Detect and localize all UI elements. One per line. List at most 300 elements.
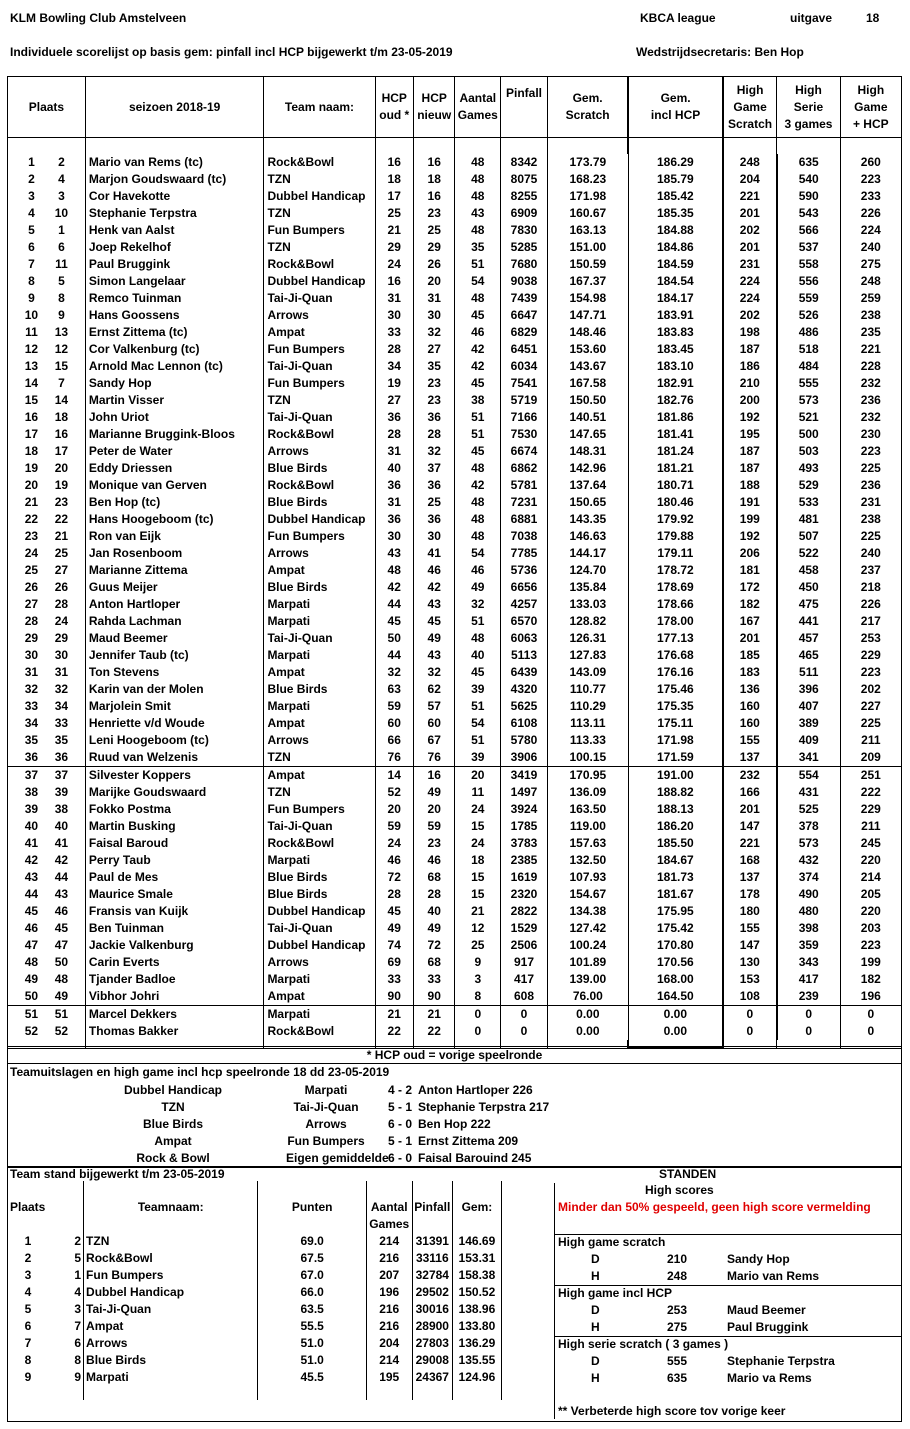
rank-previous: 43 [54,887,69,901]
team-name: Dubbel Handicap [84,1284,258,1301]
result-home-team: Ampat [154,1134,192,1148]
player-row [8,528,902,545]
hcp-nieuw: 16 [413,188,455,205]
team-rank-previous: 6 [74,1336,81,1350]
team-rank-current: 1 [24,1234,32,1248]
high-game: 168 [723,852,777,869]
rank-previous: 24 [54,614,69,628]
gem-hcp: 183.45 [628,341,722,358]
rank-previous: 1 [58,223,65,237]
high-serie: 486 [777,324,840,341]
rank-previous: 29 [54,631,69,645]
aantal-games: 15 [455,818,501,835]
hcp-oud: 24 [375,835,413,852]
high-serie: 378 [777,818,840,835]
high-game-hcp: 226 [840,205,901,222]
high-game-hcp: 205 [840,886,901,903]
high-score-player: Mario van Rems [727,1269,820,1283]
rank-previous: 9 [58,308,65,322]
hcp-oud: 36 [375,477,413,494]
player-row [8,222,902,239]
hcp-oud: 60 [375,715,413,732]
player-rank [8,886,86,903]
player-name: Eddy Driessen [85,460,264,477]
player-name: Marianne Bruggink-Bloos [85,426,264,443]
rank-current: 36 [24,750,39,764]
rank-previous: 40 [54,819,69,833]
high-game-hcp: 222 [840,784,901,801]
aantal-games: 39 [455,681,501,698]
high-score-value: 253 [667,1303,688,1317]
hcp-nieuw: 30 [413,307,455,324]
high-game-hcp: 240 [840,545,901,562]
player-rank [8,273,86,290]
high-game: 187 [723,460,777,477]
hcp-oud: 69 [375,954,413,971]
hcp-oud: 46 [375,852,413,869]
player-name: Jennifer Taub (tc) [85,647,264,664]
col-gem-hcp: Gem. incl HCP [628,77,722,138]
player-name: Faisal Baroud [85,835,264,852]
page-subtitle: Individuele scorelijst op basis gem: pinfall incl HCP bijgewerkt t/m 23-05-2019 [10,45,453,59]
hcp-nieuw: 35 [413,358,455,375]
player-rank [8,256,86,273]
player-name: Ben Tuinman [85,920,264,937]
aantal-games: 8 [455,988,501,1006]
team-games: 216 [366,1301,412,1318]
rank-current: 20 [24,478,39,492]
pinfall: 5719 [501,392,548,409]
player-row [8,290,902,307]
player-name: Hans Hoogeboom (tc) [85,511,264,528]
high-serie: 484 [777,358,840,375]
rank-current: 17 [24,427,39,441]
high-serie: 398 [777,920,840,937]
high-serie: 431 [777,784,840,801]
standing-title: Team stand bijgewerkt t/m 23-05-2019 [10,1167,225,1181]
rank-current: 43 [24,870,39,884]
high-serie: 341 [777,749,840,767]
high-game-hcp: 0 [840,1023,901,1040]
rank-current: 10 [24,308,39,322]
pinfall: 7231 [501,494,548,511]
gem-scratch: 168.23 [547,171,628,188]
high-game-hcp: 235 [840,324,901,341]
gem-scratch: 136.09 [547,784,628,801]
rank-previous: 50 [54,955,69,969]
team-rank-current: 8 [24,1353,32,1367]
high-serie: 507 [777,528,840,545]
gem-scratch: 150.59 [547,256,628,273]
hcp-oud: 74 [375,937,413,954]
player-rank [8,869,86,886]
rank-current: 25 [24,563,39,577]
rank-previous: 3 [58,189,65,203]
pinfall: 6570 [501,613,548,630]
player-team: Tai-Ji-Quan [264,290,375,307]
gem-scratch: 100.24 [547,937,628,954]
high-game-hcp: 238 [840,307,901,324]
high-game-hcp: 232 [840,409,901,426]
team-row [8,1335,555,1352]
player-team: Ampat [264,988,375,1006]
rank-current: 32 [24,682,39,696]
aantal-games: 51 [455,732,501,749]
gem-scratch: 167.58 [547,375,628,392]
aantal-games: 46 [455,324,501,341]
high-game: 202 [723,222,777,239]
team-col-punten: Punten [258,1181,366,1233]
aantal-games: 48 [455,222,501,239]
footnote: * HCP oud = vorige speelronde [366,1048,543,1062]
player-team: TZN [264,749,375,767]
team-rank [8,1318,84,1335]
rank-previous: 45 [54,921,69,935]
high-score-category: D [591,1303,600,1317]
aantal-games: 45 [455,307,501,324]
high-game-hcp: 199 [840,954,901,971]
gem-scratch: 100.15 [547,749,628,767]
rank-current: 34 [24,716,39,730]
player-rank [8,392,86,409]
player-name: Jan Rosenboom [85,545,264,562]
hcp-nieuw: 72 [413,937,455,954]
gem-hcp: 170.56 [628,954,722,971]
high-game: 221 [723,835,777,852]
rank-current: 44 [24,887,39,901]
high-serie: 540 [777,171,840,188]
high-game-hcp: 240 [840,239,901,256]
rank-previous: 31 [54,665,69,679]
player-rank [8,341,86,358]
high-game: 108 [723,988,777,1006]
player-team: Rock&Bowl [264,477,375,494]
player-team: TZN [264,171,375,188]
hcp-oud: 49 [375,920,413,937]
rank-current: 5 [28,223,35,237]
rank-current: 16 [24,410,39,424]
team-average: 153.31 [453,1250,502,1267]
rank-current: 33 [24,699,39,713]
col-hcp-oud: HCP oud * [375,77,413,138]
player-name: Cor Havekotte [85,188,264,205]
player-name: Marjolein Smit [85,698,264,715]
high-game-hcp: 221 [840,341,901,358]
player-team: Arrows [264,545,375,562]
result-away-team: Marpati [304,1083,348,1097]
hcp-nieuw: 76 [413,749,455,767]
hcp-oud: 30 [375,307,413,324]
rank-current: 26 [24,580,39,594]
high-score-value: 275 [667,1320,688,1334]
gem-scratch: 167.37 [547,273,628,290]
rank-current: 18 [24,444,39,458]
player-row [8,545,902,562]
player-team: Dubbel Handicap [264,511,375,528]
high-serie: 556 [777,273,840,290]
team-rank-current: 7 [24,1336,32,1350]
hcp-nieuw: 23 [413,375,455,392]
high-game-hcp: 237 [840,562,901,579]
pinfall: 1529 [501,920,548,937]
rank-current: 48 [24,955,39,969]
high-serie: 475 [777,596,840,613]
pinfall: 8342 [501,154,548,171]
edition-number: 18 [866,11,880,25]
rank-previous: 17 [54,444,69,458]
player-row [8,256,902,273]
high-score-category: H [591,1269,600,1283]
hcp-oud: 40 [375,460,413,477]
result-high-game: Anton Hartloper 226 [418,1083,533,1097]
gem-hcp: 176.68 [628,647,722,664]
rank-current: 4 [28,206,35,220]
high-game-hcp: 223 [840,171,901,188]
gem-scratch: 119.00 [547,818,628,835]
rank-current: 27 [24,597,39,611]
team-col-plaats: Plaats [8,1181,84,1233]
team-rank [8,1301,84,1318]
player-name: Stephanie Terpstra [85,205,264,222]
high-serie: 511 [777,664,840,681]
team-col-pinfall: Pinfall [412,1181,453,1233]
aantal-games: 40 [455,647,501,664]
team-average: 158.38 [453,1267,502,1284]
hcp-nieuw: 57 [413,698,455,715]
pinfall: 7166 [501,409,548,426]
player-row [8,971,902,988]
result-away-team: Tai-Ji-Quan [293,1100,359,1114]
gem-hcp: 168.00 [628,971,722,988]
player-row [8,426,902,443]
gem-scratch: 113.11 [547,715,628,732]
high-game: 153 [723,971,777,988]
player-team: Rock&Bowl [264,154,375,171]
pinfall: 608 [501,988,548,1006]
result-away-team: Fun Bumpers [287,1134,365,1148]
hcp-oud: 32 [375,664,413,681]
gem-scratch: 163.50 [547,801,628,818]
high-game: 137 [723,869,777,886]
player-team: TZN [264,239,375,256]
hcp-nieuw: 16 [413,154,455,171]
team-points: 67.5 [258,1250,366,1267]
high-score-category: D [591,1252,600,1266]
hcp-nieuw: 29 [413,239,455,256]
player-name: Rahda Lachman [85,613,264,630]
high-game-hcp: 202 [840,681,901,698]
player-row [8,767,902,785]
high-game: 186 [723,358,777,375]
team-row [8,1301,555,1318]
aantal-games: 54 [455,545,501,562]
player-rank [8,409,86,426]
pinfall: 4257 [501,596,548,613]
player-team: TZN [264,392,375,409]
player-rank [8,596,86,613]
gem-scratch: 140.51 [547,409,628,426]
hcp-nieuw: 18 [413,171,455,188]
rank-previous: 22 [54,512,69,526]
hcp-oud: 27 [375,392,413,409]
high-serie: 559 [777,290,840,307]
gem-scratch: 126.31 [547,630,628,647]
hcp-nieuw: 28 [413,426,455,443]
high-game-hcp: 211 [840,732,901,749]
player-row [8,1006,902,1024]
player-name: Marcel Dekkers [85,1006,264,1024]
hcp-oud: 63 [375,681,413,698]
gem-scratch: 76.00 [547,988,628,1006]
player-row [8,664,902,681]
gem-hcp: 181.24 [628,443,722,460]
hcp-nieuw: 60 [413,715,455,732]
gem-hcp: 186.29 [628,154,722,171]
aantal-games: 51 [455,256,501,273]
gem-hcp: 178.72 [628,562,722,579]
player-name: Martin Busking [85,818,264,835]
rank-previous: 10 [54,206,69,220]
player-name: Paul Bruggink [85,256,264,273]
player-row [8,903,902,920]
hcp-oud: 45 [375,613,413,630]
high-game: 180 [723,903,777,920]
team-average: 124.96 [453,1369,502,1386]
team-row [8,1233,555,1250]
rank-current: 35 [24,733,39,747]
aantal-games: 48 [455,511,501,528]
gem-hcp: 0.00 [628,1023,722,1040]
player-row [8,613,902,630]
player-row [8,460,902,477]
player-rank [8,954,86,971]
gem-hcp: 181.73 [628,869,722,886]
aantal-games: 15 [455,869,501,886]
aantal-games: 9 [455,954,501,971]
aantal-games: 24 [455,801,501,818]
col-high-game-hcp: High Game + HCP [840,77,901,138]
player-rank [8,375,86,392]
hcp-nieuw: 68 [413,869,455,886]
rank-previous: 32 [54,682,69,696]
high-score-player: Maud Beemer [727,1303,806,1317]
player-name: Fokko Postma [85,801,264,818]
high-game: 231 [723,256,777,273]
player-team: Fun Bumpers [264,528,375,545]
team-row [8,1250,555,1267]
player-row [8,818,902,835]
team-rank-current: 6 [24,1319,32,1333]
pinfall: 5625 [501,698,548,715]
gem-hcp: 188.13 [628,801,722,818]
team-rank-current: 9 [24,1370,32,1384]
col-pinfall: Pinfall [501,77,548,138]
player-name: Silvester Koppers [85,767,264,785]
player-name: Karin van der Molen [85,681,264,698]
high-game: 201 [723,630,777,647]
rank-current: 31 [24,665,39,679]
rank-previous: 41 [54,836,69,850]
player-rank [8,903,86,920]
hcp-nieuw: 36 [413,409,455,426]
player-team: Marpati [264,1006,375,1024]
pinfall: 2385 [501,852,548,869]
player-rank [8,613,86,630]
player-row [8,681,902,698]
team-rank [8,1335,84,1352]
player-row [8,732,902,749]
high-game: 167 [723,613,777,630]
gem-scratch: 144.17 [547,545,628,562]
player-rank [8,664,86,681]
player-row [8,358,902,375]
high-score-player: Stephanie Terpstra [727,1354,835,1368]
player-rank [8,920,86,937]
rank-current: 9 [28,291,35,305]
team-row [8,1284,555,1301]
hcp-oud: 36 [375,511,413,528]
team-pinfall: 33116 [412,1250,453,1267]
player-name: Hans Goossens [85,307,264,324]
team-pinfall: 24367 [412,1369,453,1386]
player-team: Fun Bumpers [264,341,375,358]
gem-hcp: 184.17 [628,290,722,307]
hcp-oud: 44 [375,647,413,664]
rank-current: 37 [24,768,39,782]
rank-previous: 28 [54,597,69,611]
hcp-nieuw: 62 [413,681,455,698]
gem-scratch: 151.00 [547,239,628,256]
high-serie: 533 [777,494,840,511]
rank-previous: 23 [54,495,69,509]
team-name: Rock&Bowl [84,1250,258,1267]
hcp-nieuw: 32 [413,324,455,341]
high-game: 210 [723,375,777,392]
rank-previous: 34 [54,699,69,713]
player-team: Blue Birds [264,886,375,903]
col-high-serie: High Serie 3 games [777,77,840,138]
rank-current: 29 [24,631,39,645]
team-pinfall: 32784 [412,1267,453,1284]
rank-previous: 25 [54,546,69,560]
rank-previous: 27 [54,563,69,577]
team-pinfall: 29008 [412,1352,453,1369]
team-col-naam: Teamnaam: [84,1181,258,1233]
hcp-nieuw: 25 [413,222,455,239]
high-game-hcp: 225 [840,460,901,477]
player-rank [8,205,86,222]
pinfall: 7038 [501,528,548,545]
hcp-oud: 16 [375,273,413,290]
hcp-oud: 48 [375,562,413,579]
team-row [8,1352,555,1369]
rank-previous: 37 [54,768,69,782]
player-team: Blue Birds [264,460,375,477]
player-name: John Uriot [85,409,264,426]
aantal-games: 39 [455,749,501,767]
aantal-games: 45 [455,443,501,460]
high-serie: 389 [777,715,840,732]
gem-scratch: 113.33 [547,732,628,749]
aantal-games: 48 [455,630,501,647]
pinfall: 3783 [501,835,548,852]
gem-scratch: 127.83 [547,647,628,664]
gem-scratch: 147.65 [547,426,628,443]
team-rank [8,1250,84,1267]
results-box [7,1063,902,1168]
rank-previous: 26 [54,580,69,594]
player-row [8,324,902,341]
